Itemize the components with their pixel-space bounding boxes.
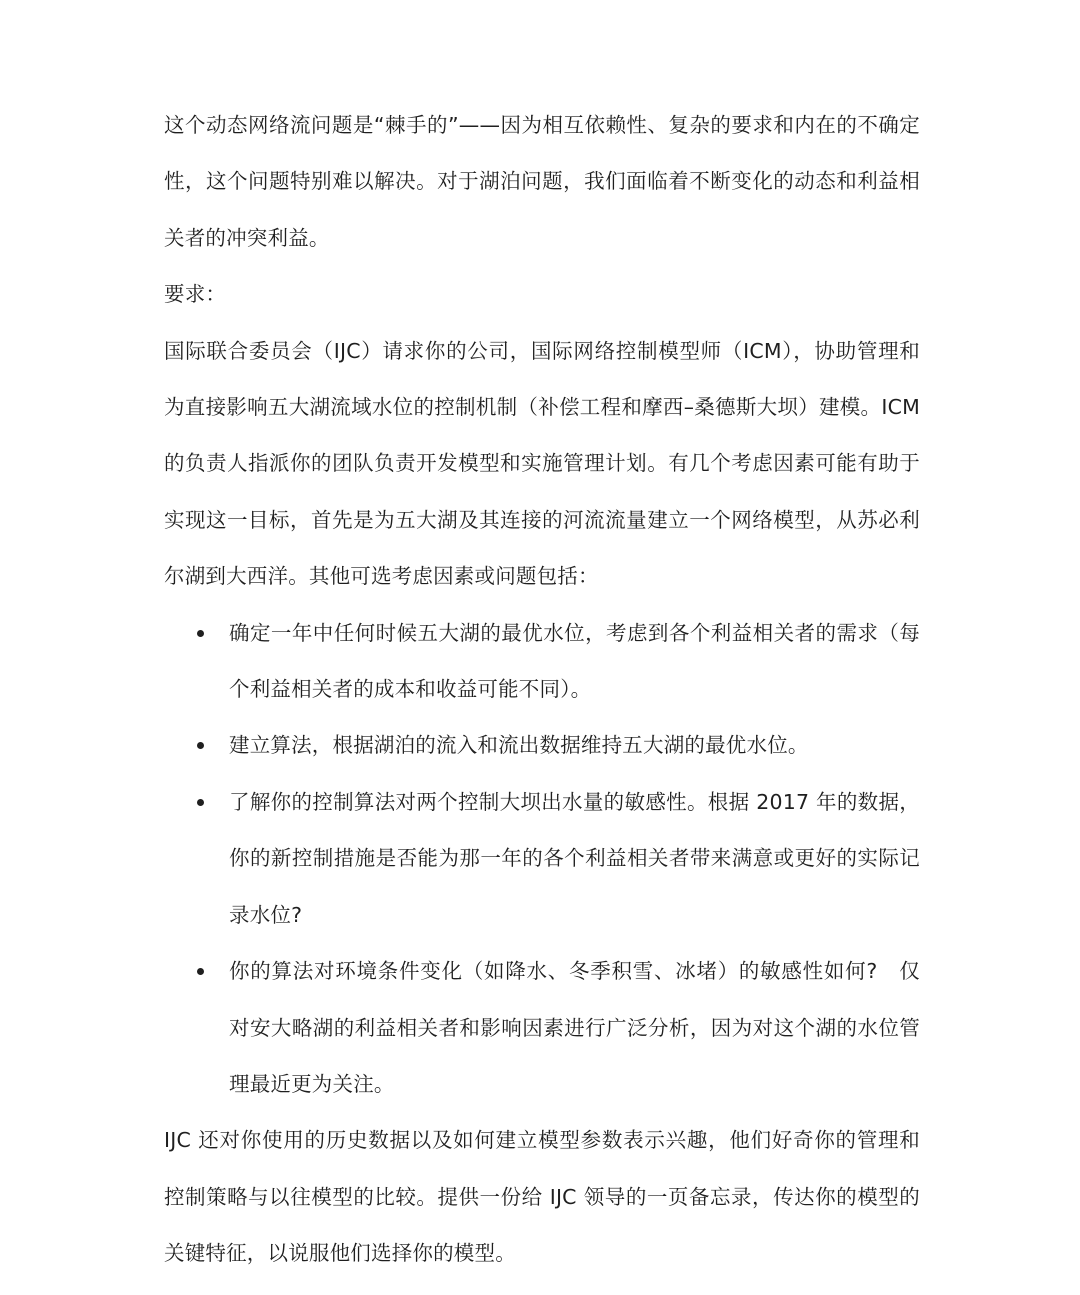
closing-paragraph: IJC 还对你使用的历史数据以及如何建立模型参数表示兴趣，他们好奇你的管理和控制策略与以往模型的比较。提供一份给 IJC 领导的一页备忘录，传达你的模型的关键特征，以说服他们选择你的模型。: [164, 1128, 920, 1266]
intro-paragraph: 这个动态网络流问题是“棘手的”——因为相互依赖性、复杂的要求和内在的不确定性，这个问题特别难以解决。对于湖泊问题，我们面临着不断变化的动态和利益相关者的冲突利益。: [164, 113, 920, 250]
bullet-icon: [197, 799, 204, 806]
list-item-text: 建立算法，根据湖泊的流入和流出数据维持五大湖的最优水位。: [229, 733, 809, 758]
list-item: [164, 717, 920, 773]
list-item-text: 了解你的控制算法对两个控制大坝出水量的敏感性。根据 2017 年的数据，你的新控制措施是否能为那一年的各个利益相关者带来满意或更好的实际记录水位?: [229, 789, 920, 927]
list-item: [164, 605, 920, 718]
bullet-icon: [197, 630, 204, 637]
task-paragraph: 国际联合委员会（IJC）请求你的公司，国际网络控制模型师（ICM），协助管理和为直接影响五大湖流域水位的控制机制（补偿工程和摩西–桑德斯大坝）建模。ICM 的负责人指派你的团队负责开发模型和实施管理计划。有几个考虑因素可能有助于实现这一目标，首先是为五大湖及其连接的河流流量建立一个网络模型，从苏必利尔湖到大西洋。其他可选考虑因素或问题包括：: [164, 338, 920, 589]
bullet-icon: [197, 742, 204, 749]
list-item-text: 确定一年中任何时候五大湖的最优水位，考虑到各个利益相关者的需求（每个利益相关者的成本和收益可能不同）。: [229, 620, 920, 702]
list-item-text: 你的算法对环境条件变化（如降水、冬季积雪、冰堵）的敏感性如何? 仅对安大略湖的利益相关者和影响因素进行广泛分析，因为对这个湖的水位管理最近更为关注。: [229, 959, 920, 1096]
document-body: [164, 97, 920, 1282]
list-item: [164, 943, 920, 1112]
bullet-icon: [197, 968, 204, 975]
list-item: [164, 774, 920, 943]
considerations-list: [164, 605, 920, 1113]
requirements-heading: 要求：: [164, 282, 227, 307]
